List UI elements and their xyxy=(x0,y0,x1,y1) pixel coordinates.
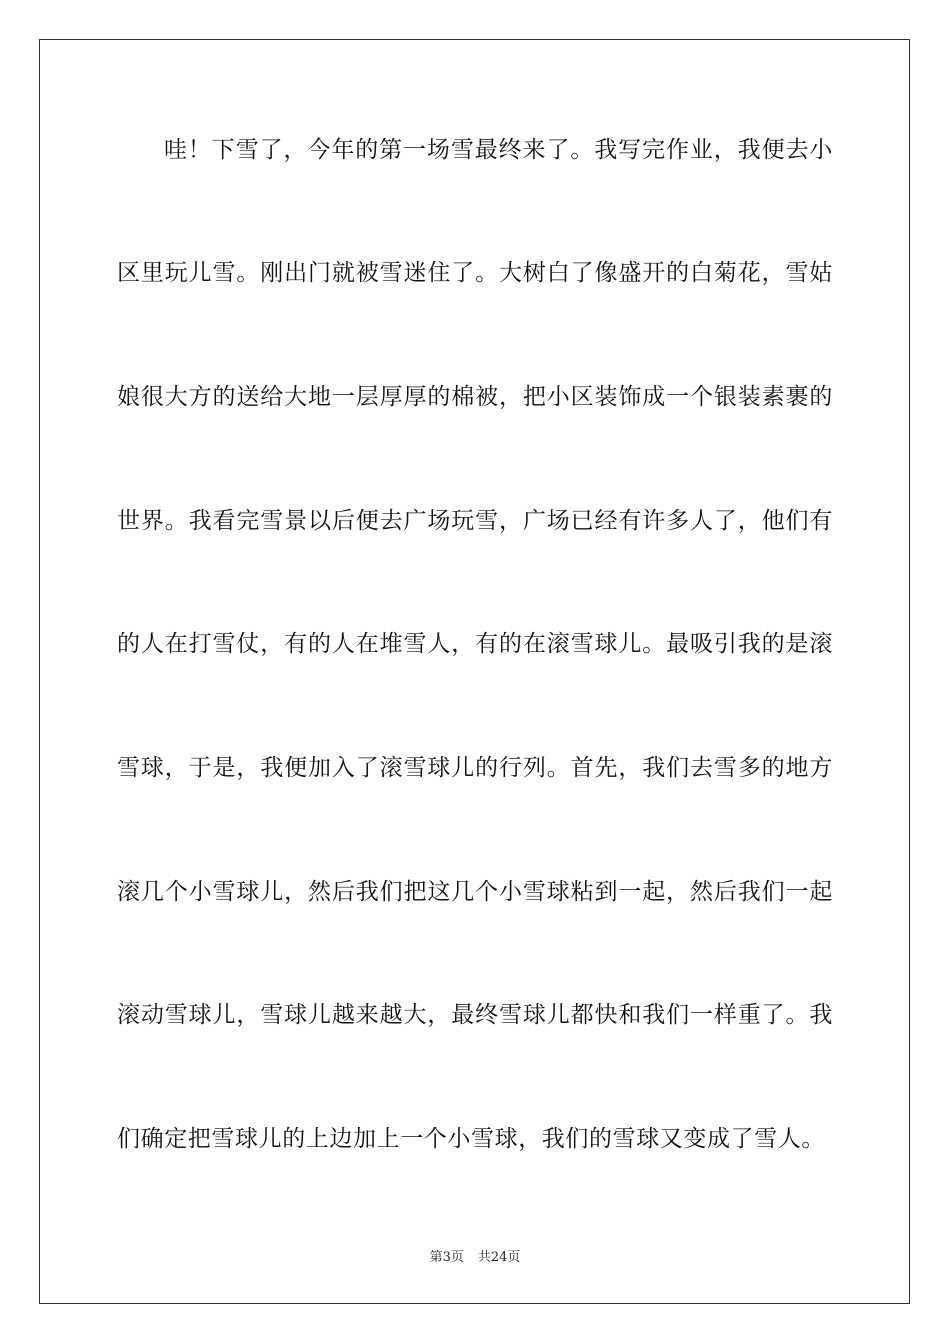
page-border xyxy=(39,39,910,1304)
page-footer xyxy=(0,1246,950,1265)
essay-line: 世界。我看完雪景以后便去广场玩雪，广场已经有许多人了，他们有 xyxy=(117,508,833,534)
essay-line: 哇！下雪了，今年的第一场雪最终来了。我写完作业，我便去小 xyxy=(164,137,833,163)
essay-line: 滚动雪球儿，雪球儿越来越大，最终雪球儿都快和我们一样重了。我 xyxy=(117,1002,833,1028)
page-number: 第3页 xyxy=(429,1250,464,1265)
essay-line: 们确定把雪球儿的上边加上一个小雪球，我们的雪球又变成了雪人。 xyxy=(117,1126,825,1152)
essay-line: 娘很大方的送给大地一层厚厚的棉被，把小区装饰成一个银装素裹的 xyxy=(117,384,833,410)
essay-line: 区里玩儿雪。刚出门就被雪迷住了。大树白了像盛开的白菊花，雪姑 xyxy=(117,260,833,286)
essay-line: 滚几个小雪球儿，然后我们把这几个小雪球粘到一起，然后我们一起 xyxy=(117,879,833,905)
essay-line: 的人在打雪仗，有的人在堆雪人，有的在滚雪球儿。最吸引我的是滚 xyxy=(117,631,833,657)
essay-line: 雪球，于是，我便加入了滚雪球儿的行列。首先，我们去雪多的地方 xyxy=(117,755,833,781)
page-total: 共24页 xyxy=(477,1250,521,1265)
